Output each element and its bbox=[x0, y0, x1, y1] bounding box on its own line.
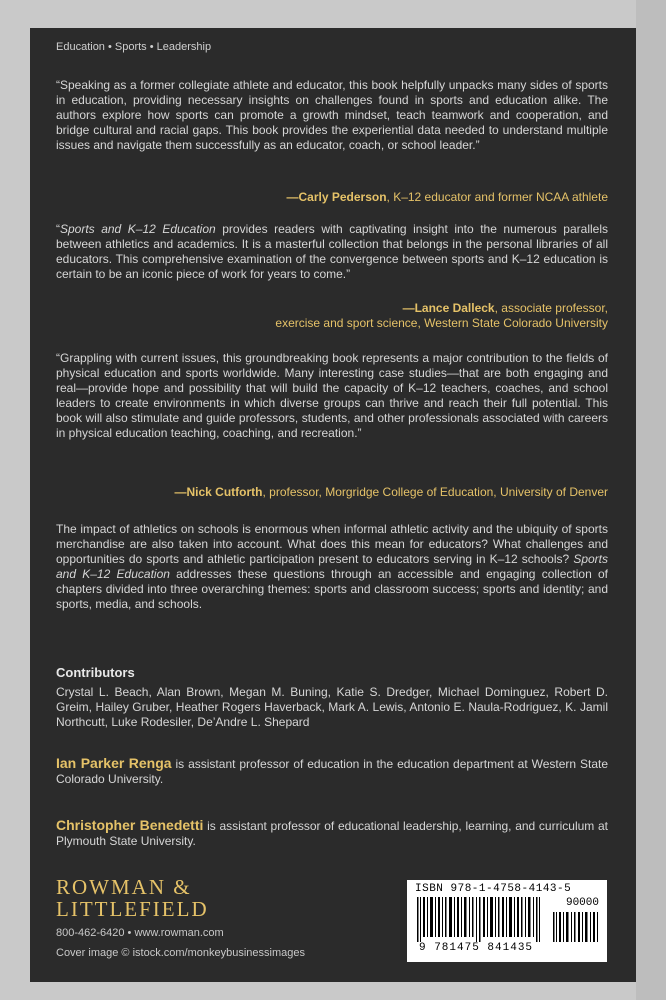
price-code: 90000 bbox=[565, 897, 599, 909]
blurb-2-book-title: Sports and K–12 Education bbox=[60, 222, 216, 236]
blurb-1-role: , K–12 educator and former NCAA athlete bbox=[386, 190, 608, 204]
barcode-box bbox=[407, 880, 607, 962]
publisher-contact: 800-462-6420 • www.rowman.com bbox=[56, 927, 224, 939]
description-part-1: The impact of athletics on schools is enormous when informal athletic activity and the ubiquity of sports merchandise are also taken into account. What does this mean for educators? What challenges and opportunities do sports and athletic participation present to educators serving in K–12 schools? bbox=[56, 522, 608, 566]
blurb-1-quote: “Speaking as a former collegiate athlete and educator, this book helpfully unpacks many sides of sports in education, providing necessary insights on challenges found in sports and education alike. The authors explore how sports can promote a growth mindset, teach teamwork and cooperation, and bridge cultural and racial gaps. This book provides the experiential data needed to understand multiple issues and navigate them successfully as an educator, coach, or school leader.” bbox=[56, 78, 608, 152]
category-line: Education • Sports • Leadership bbox=[56, 41, 212, 53]
description-part-2: addresses these questions through an accessible and engaging collection of chapters divided into three overarching themes: sports and classroom success; sports and identity; and sports, media, and schools. bbox=[56, 567, 608, 611]
barcode-number: 9 781475 841435 bbox=[419, 942, 534, 954]
blurb-3-role: , professor, Morgridge College of Education, University of Denver bbox=[262, 485, 608, 499]
author-1-name: Ian Parker Renga bbox=[56, 755, 172, 771]
author-1-bio: is assistant professor of education in the education department at Western State Colorado University. bbox=[56, 757, 609, 786]
description-book-title: Sports and K–12 Education bbox=[56, 552, 608, 581]
publisher-logo-line-1: ROWMAN & bbox=[56, 875, 192, 899]
blurb-3-attribution bbox=[175, 485, 609, 500]
blurb-2-quote bbox=[56, 222, 608, 282]
author-bio-1 bbox=[56, 756, 608, 787]
blurb-2-text: provides readers with captivating insight into the numerous parallels between athletics and academics. It is a masterful collection that belongs in the personal libraries of all educators. This comprehensive examination of the convergence between sports and K–12 education is certain to be an iconic piece of work for years to come.” bbox=[56, 222, 608, 281]
blurb-1-name: —Carly Pederson bbox=[286, 190, 387, 204]
blurb-3-quote: “Grappling with current issues, this groundbreaking book represents a major contribution to the fields of physical education and sports worldwide. Many interesting case studies—that are both engaging and real—provide hope and possibility that will build the capacity of K–12 teachers, coaches, and school leaders to create environments in which diverse groups can thrive and reach their full potential. This book will also stimulate and guide professors, students, and other professionals associated with careers in physical education teaching, coaching, and recreation.” bbox=[56, 351, 608, 440]
back-cover bbox=[30, 28, 636, 982]
blurb-2-name: —Lance Dalleck bbox=[402, 301, 495, 315]
blurb-2-role: , associate professor, bbox=[494, 301, 608, 315]
publisher-logo-line-2: LITTLEFIELD bbox=[56, 897, 209, 921]
cover-image-credit: Cover image © istock.com/monkeybusinessimages bbox=[56, 947, 305, 959]
blurb-2-role-line2: exercise and sport science, Western State Colorado University bbox=[275, 316, 608, 330]
page-edge bbox=[636, 0, 666, 1000]
addon-barcode-icon bbox=[552, 912, 600, 942]
author-bio-2 bbox=[56, 818, 608, 849]
contributors-list: Crystal L. Beach, Alan Brown, Megan M. Buning, Katie S. Dredger, Michael Dominguez, Robert D. Greim, Hailey Gruber, Heather Rogers Haverback, Mark A. Lewis, Antonio E. Naula-Rodriguez, K. Jamil Northcutt, Luke Rodesiler, De’Andre L. Shepard bbox=[56, 685, 608, 729]
publisher-logo bbox=[56, 876, 209, 920]
blurb-1-attribution bbox=[286, 190, 608, 205]
blurb-2-open: “ bbox=[56, 222, 60, 236]
book-description bbox=[56, 522, 608, 612]
barcode-icon bbox=[415, 897, 545, 942]
blurb-2-attribution bbox=[275, 301, 608, 331]
author-2-name: Christopher Benedetti bbox=[56, 817, 204, 833]
contributors-heading: Contributors bbox=[56, 665, 135, 680]
blurb-3-name: —Nick Cutforth bbox=[174, 485, 263, 499]
author-2-bio: is assistant professor of educational leadership, learning, and curriculum at Plymouth State University. bbox=[56, 819, 608, 848]
isbn-text: ISBN 978-1-4758-4143-5 bbox=[415, 883, 572, 895]
